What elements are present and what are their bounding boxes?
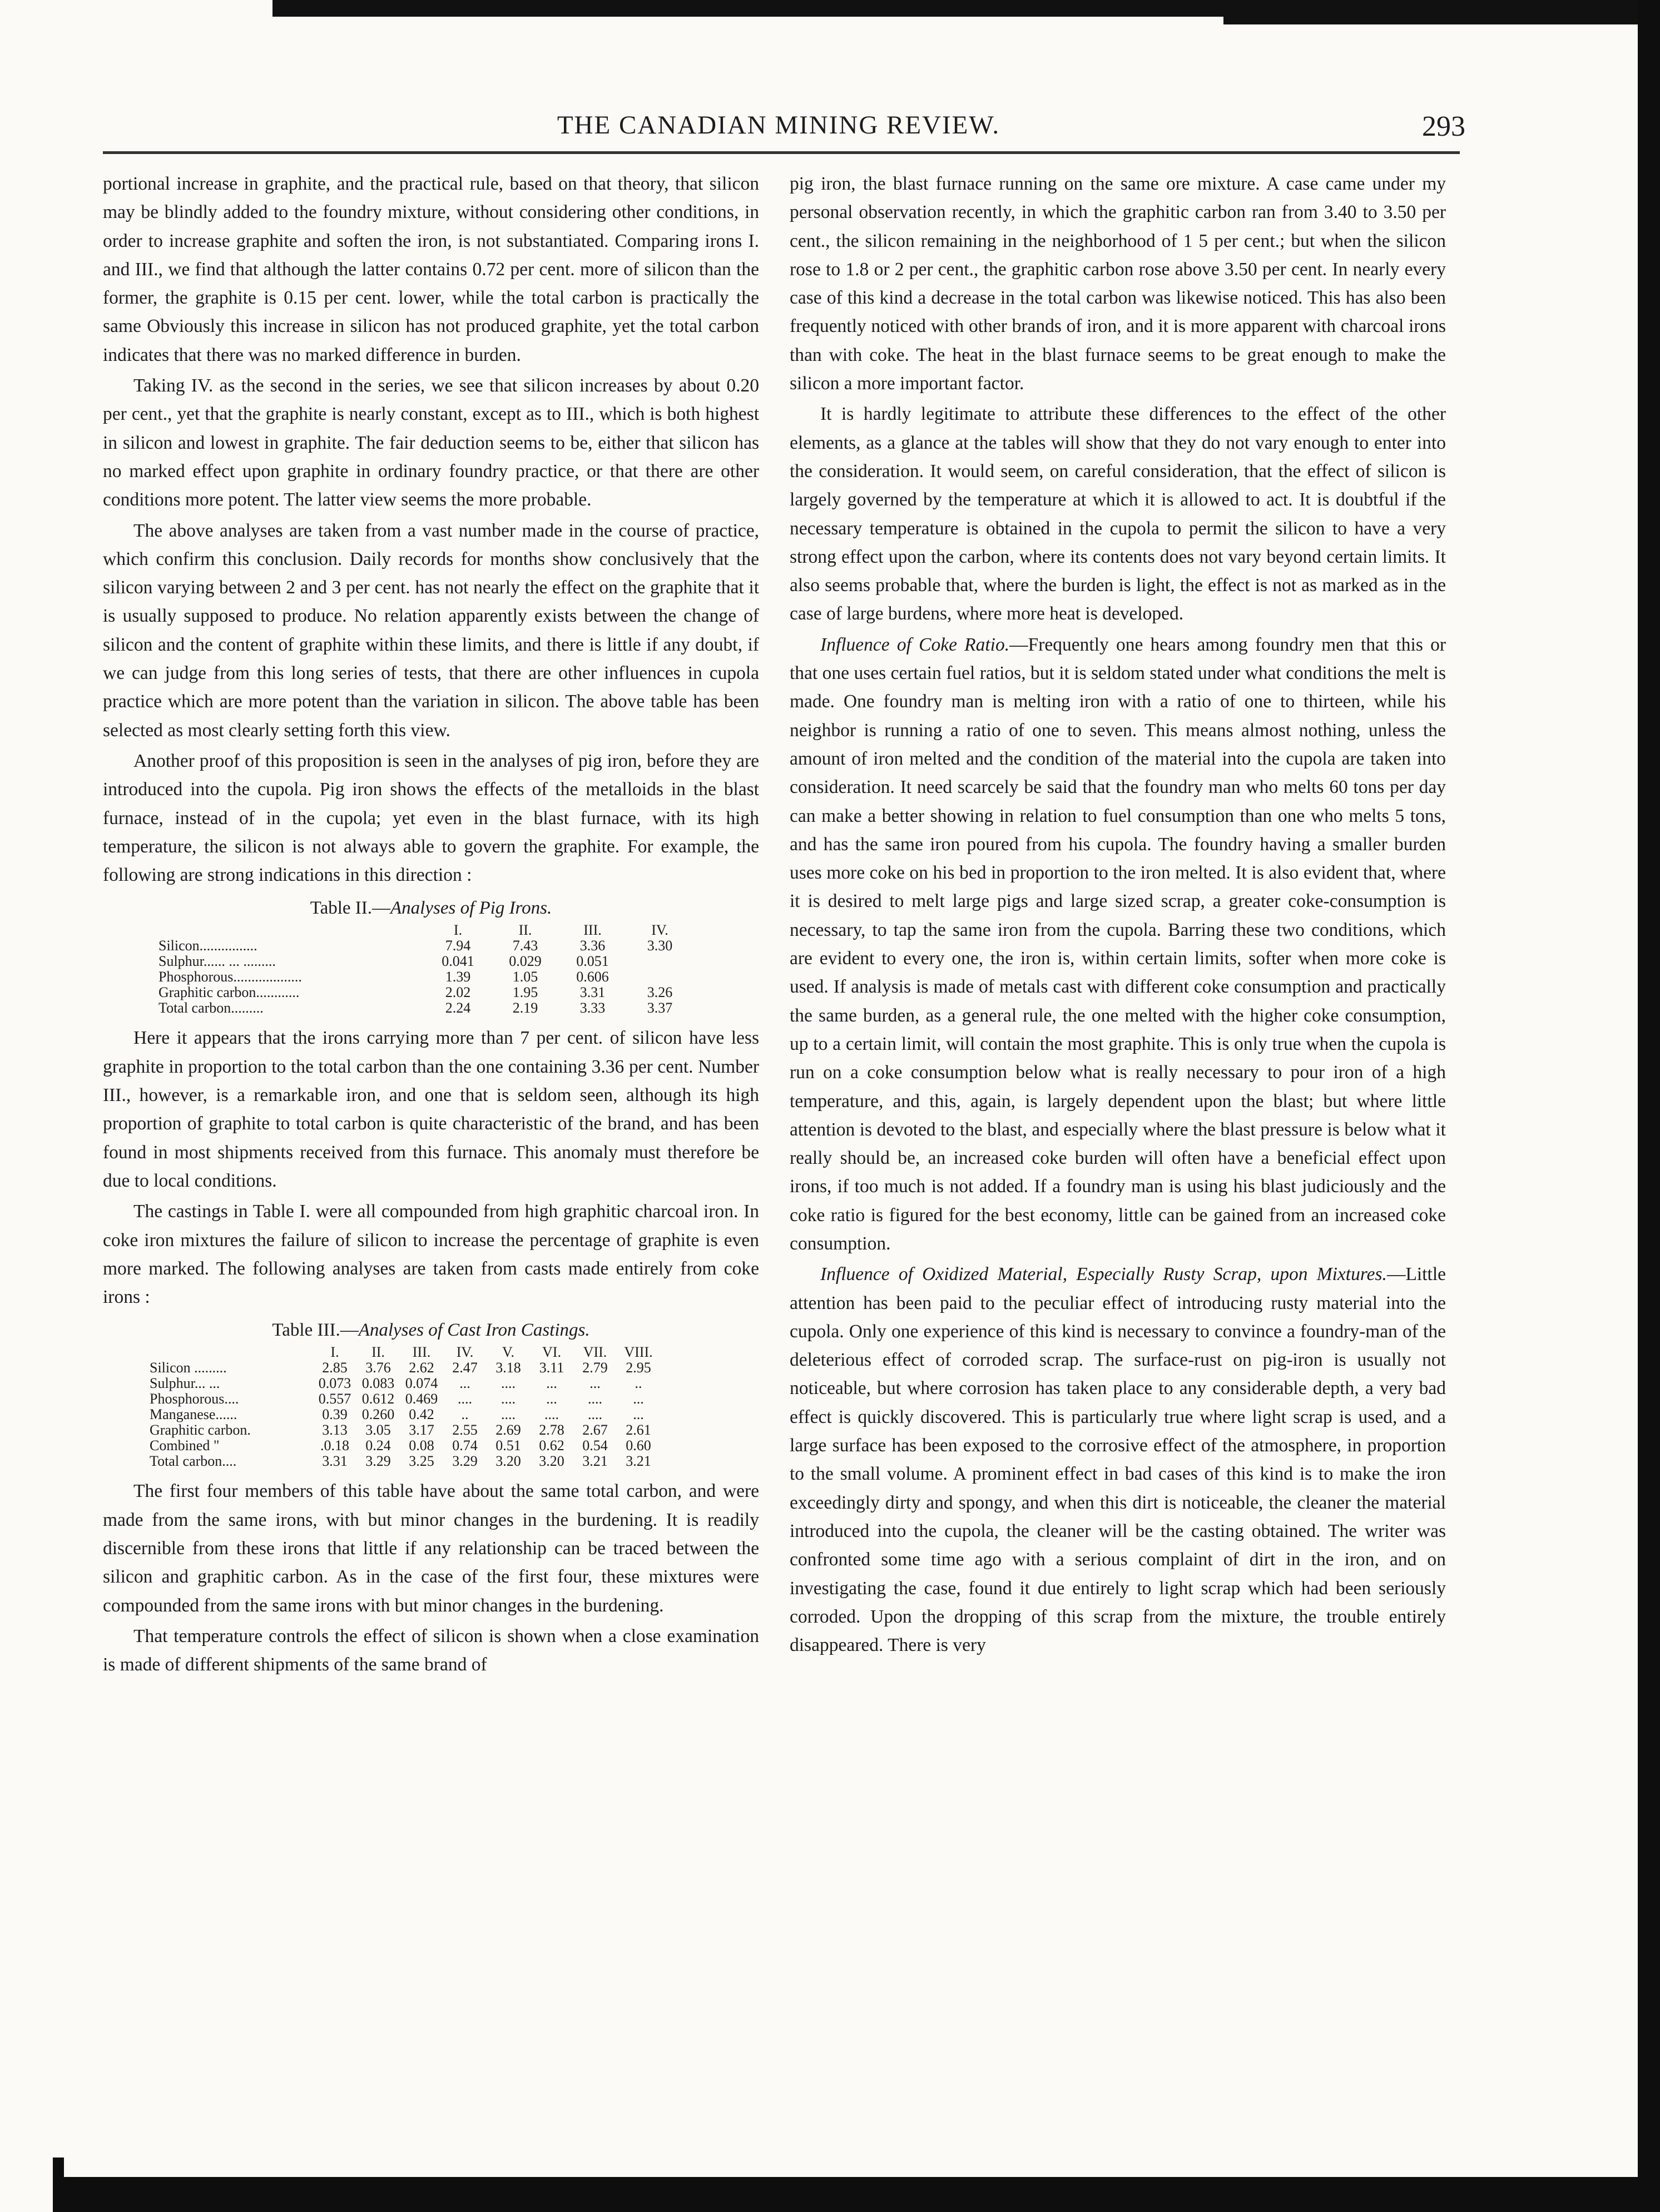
- table-row: [147, 1438, 660, 1454]
- column-header: IV.: [456, 1344, 474, 1361]
- table-cell: 3.20: [495, 1453, 521, 1470]
- table-cell: 7.43: [512, 938, 538, 954]
- table-cell: 3.31: [322, 1453, 348, 1470]
- table-cell: 0.073: [318, 1375, 351, 1392]
- table-cell: 3.25: [409, 1453, 434, 1470]
- table-cell: ...: [546, 1375, 557, 1392]
- table-iii: [147, 1345, 660, 1469]
- table-cell: ...: [589, 1375, 601, 1392]
- table-cell: 3.18: [495, 1360, 521, 1376]
- table-cell: 3.29: [452, 1453, 478, 1470]
- table-cell: 0.041: [442, 953, 474, 970]
- table-iii-title: Analyses of Cast Iron Castings.: [358, 1320, 590, 1341]
- table-cell: 3.36: [579, 938, 606, 954]
- table-cell: 3.05: [365, 1422, 391, 1439]
- header-rule: [103, 151, 1460, 154]
- table-cell: ..: [461, 1406, 469, 1423]
- right-column: [790, 170, 1446, 1659]
- table-cell: .0.18: [320, 1437, 349, 1454]
- table-cell: ....: [544, 1406, 559, 1423]
- row-label: Manganese......: [150, 1406, 237, 1423]
- paragraph: portional increase in graphite, and the practical rule, based on that theory, that silicon may be blindly added to the foundry mixture, without considering other conditions, in order to increase graphite and soften the iron, is not substantiated. Comparing irons I. and III., we find that although the latter contains 0.72 per cent. more of silicon than the former, the graphite is 0.15 per cent. lower, while the total carbon is practically the same Obviously this increase in silicon has not produced graphite, yet the total carbon indicates that there was no marked difference in burden.: [103, 173, 759, 365]
- column-header: VI.: [542, 1344, 561, 1361]
- scan-edge-top: [272, 0, 1641, 17]
- table-cell: 3.29: [365, 1453, 391, 1470]
- table-row: [147, 1391, 660, 1407]
- left-column: [103, 170, 759, 1679]
- table-cell: 0.029: [509, 953, 542, 970]
- table-cell: 2.62: [409, 1360, 434, 1376]
- row-label: Phosphorous....: [150, 1391, 239, 1407]
- table-cell: 0.260: [361, 1406, 395, 1423]
- table-cell: ...: [633, 1391, 644, 1407]
- table-cell: 3.30: [647, 938, 673, 954]
- table-iii-label: Table III.—: [272, 1320, 359, 1341]
- row-label: Sulphur... ...: [150, 1375, 220, 1392]
- table-cell: 2.02: [445, 984, 471, 1001]
- scan-edge-top-notch: [1223, 17, 1641, 24]
- table-row: [158, 954, 693, 969]
- table-row: [147, 1422, 660, 1438]
- row-label: Total carbon.........: [158, 1000, 264, 1016]
- scan-edge-bottom-left: [53, 2158, 64, 2212]
- table-cell: 2.67: [582, 1422, 608, 1439]
- row-label: Sulphur...... ... .........: [158, 953, 276, 970]
- table-cell: 3.33: [579, 1000, 606, 1016]
- table-body: [147, 1360, 660, 1469]
- table-row: [147, 1376, 660, 1391]
- table-cell: ...: [459, 1375, 470, 1392]
- table-row: [158, 938, 693, 954]
- scan-edge-right: [1638, 0, 1660, 2212]
- table-cell: 0.62: [539, 1437, 564, 1454]
- table-row: [147, 1360, 660, 1376]
- paragraph: [790, 1260, 1446, 1659]
- table-cell: 3.21: [626, 1453, 651, 1470]
- table-ii-label: Table II.—: [310, 898, 391, 919]
- table-header-row: [147, 1345, 660, 1360]
- table-cell: 3.31: [579, 984, 606, 1001]
- table-header-row: [158, 923, 693, 938]
- table-cell: 0.051: [576, 953, 609, 970]
- paragraph: Another proof of this proposition is seen in the analyses of pig iron, before they are introduced into the cupola. Pig iron shows the effects of the metalloids in the blast furnace, instead of in the cupola; yet even in the blast furnace, with its high temperature, the silicon is not always able to govern the graphite. For example, the following are strong indications in this direction :: [103, 750, 759, 886]
- table-cell: 3.17: [409, 1422, 434, 1439]
- table-iii-caption: [103, 1318, 759, 1342]
- table-cell: 2.85: [322, 1360, 348, 1376]
- table-row: [158, 969, 693, 985]
- row-label: Silicon................: [158, 938, 257, 954]
- table-cell: ...: [546, 1391, 557, 1407]
- paragraph-body: —Little attention has been paid to the peculiar effect of introducing rusty material into the cupola. Only one experience of this kind is necessary to convince a foundry-man of the deleterious effect of corroded scrap. The surface-rust on pig-iron is usually not noticeable, but where corrosion has taken place to any considerable depth, a very bad effect is quickly discovered. This is particularly true where light scrap is used, and a large surface has been exposed to the corrosive effect of the atmosphere, in proportion to the small volume. A prominent effect in bad cases of this kind is to make the iron exceedingly dirty and spongy, and when this dirt is noticeable, the cleaner the material introduced into the cupola, the cleaner will be the casting obtained. The writer was confronted some time ago with a serious complaint of dirt in the iron, and on investigating the case, found it due entirely to light scrap which had been seriously corroded. Upon the dropping of this scrap from the mixture, the trouble entirely disappeared. There is very: [790, 1264, 1446, 1656]
- paragraph: The castings in Table I. were all compounded from high graphitic charcoal iron. In coke iron mixtures the failure of silicon to increase the percentage of graphite is even more marked. The following analyses are taken from casts made entirely from coke irons :: [103, 1201, 759, 1308]
- table-cell: [626, 954, 693, 969]
- table-cell: 2.79: [582, 1360, 608, 1376]
- table-cell: 2.47: [452, 1360, 478, 1376]
- table-cell: ....: [588, 1391, 602, 1407]
- table-cell: ....: [501, 1406, 516, 1423]
- paragraph: It is hardly legitimate to attribute these differences to the effect of the other elements, as a glance at the tables will show that they do not vary enough to enter into the consideration. It would seem, on careful consideration, that the effect of silicon is largely governed by the temperature at which it is allowed to act. It is doubtful if the necessary temperature is obtained in the cupola to permit the silicon to have a very strong effect upon the carbon, where its contents does not vary beyond certain limits. It also seems probable that, where the burden is light, the effect is not as marked as in the case of large burdens, where more heat is developed.: [790, 404, 1446, 624]
- table-cell: 3.20: [539, 1453, 564, 1470]
- column-header: [147, 1345, 313, 1360]
- table-cell: 0.612: [361, 1391, 395, 1407]
- table-row: [147, 1454, 660, 1469]
- paragraph: The above analyses are taken from a vast number made in the course of practice, which confirm this conclusion. Daily records for months show conclusively that the silicon varying between 2 and 3 per cent. has not nearly the effect on the graphite that it is usually supposed to produce. No relation apparently exists between the change of silicon and the content of graphite within these limits, and there is little if any doubt, if we can judge from this long series of tests, that there are other influences in cupola practice which are more potent than the variation in silicon. The above table has been selected as most clearly setting forth this view.: [103, 520, 759, 741]
- table-cell: 7.94: [445, 938, 471, 954]
- table-cell: 0.083: [361, 1375, 395, 1392]
- table-cell: 3.11: [539, 1360, 564, 1376]
- row-label: Total carbon....: [150, 1453, 237, 1470]
- column-header: IV.: [651, 922, 668, 939]
- table-cell: 2.78: [539, 1422, 564, 1439]
- column-header: VIII.: [624, 1344, 653, 1361]
- section-heading-coke-ratio: Influence of Coke Ratio.: [820, 634, 1010, 655]
- table-cell: 1.05: [512, 969, 538, 985]
- paragraph: Here it appears that the irons carrying more than 7 per cent. of silicon have less graphite in proportion to the total carbon than the one containing 3.36 per cent. Number III., however, is a remarkable iron, and one that is seldom seen, although its high proportion of graphite to total carbon is quite characteristic of the brand, and has been found in most shipments received from this furnace. This anomaly must therefore be due to local conditions.: [103, 1028, 759, 1191]
- table-cell: 3.21: [582, 1453, 608, 1470]
- table-cell: 3.37: [647, 1000, 673, 1016]
- table-cell: 0.24: [365, 1437, 391, 1454]
- row-label: Graphitic carbon............: [158, 984, 300, 1001]
- table-cell: 2.24: [445, 1000, 471, 1016]
- table-cell: 0.606: [576, 969, 609, 985]
- column-header: II.: [371, 1344, 385, 1361]
- row-label: Phosphorous...................: [158, 969, 302, 985]
- table-ii-caption: [103, 896, 759, 920]
- table-row: [158, 985, 693, 1000]
- scan-edge-bottom: [53, 2177, 1660, 2212]
- table-cell: ....: [588, 1406, 602, 1423]
- table-ii-title: Analyses of Pig Irons.: [390, 898, 552, 919]
- paragraph-body: —Frequently one hears among foundry men that this or that one uses certain fuel ratios, but it is seldom stated under what conditions the melt is made. One foundry man is melting iron with a ratio of one to thirteen, while his neighbor is running a ratio of one to seven. This means almost nothing, unless the amount of iron melted and the condition of the material into the cupola are taken into consideration. It need scarcely be said that the foundry man who melts 60 tons per day can make a better showing in relation to fuel consumption than one who melts 5 tons, and has the same iron poured from his cupola. The foundry having a smaller burden uses more coke on his bed in proportion to the iron melted. It is also evident that, where it is desired to melt large pigs and large sized scrap, a greater coke-consumption is necessary, to tap the same iron from the cupola. Barring these two conditions, which are evident to every one, the iron is, within certain limits, softer when more coke is used. If analysis is made of metals cast with different coke consumption and practically the same burden, as a general rule, the one melted with the higher coke consumption, up to a certain limit, will contain the most graphite. This is only true when the cupola is run on a coke consumption below what is really necessary to pour iron of a high temperature, and this, again, is largely dependent upon the blast; but where little attention is devoted to the blast, and especially where the blast pressure is below what it really should be, an increased coke burden will often have a beneficial effect upon irons, if too much is not added. If a foundry man is using his blast judiciously and the coke ratio is figured for the best economy, little can be gained from an increased coke consumption.: [790, 634, 1446, 1254]
- table-row: [158, 1000, 693, 1016]
- table-cell: 3.26: [647, 984, 673, 1001]
- table-cell: 0.074: [405, 1375, 438, 1392]
- paragraph: The first four members of this table have about the same total carbon, and were made from the same irons, with but minor changes in the burdening. It is readily discernible from these irons that little if any relationship can be traced between the silicon and graphitic carbon. As in the case of the first four, these mixtures were compounded from the same irons with but minor changes in the burdening.: [103, 1481, 759, 1616]
- paragraph: That temperature controls the effect of silicon is shown when a close examination is made of different shipments of the same brand of: [103, 1625, 759, 1675]
- table-cell: 2.61: [626, 1422, 651, 1439]
- table-cell: 0.74: [452, 1437, 478, 1454]
- column-header: I.: [330, 1344, 339, 1361]
- table-cell: 0.557: [318, 1391, 351, 1407]
- section-heading-oxidized-material: Influence of Oxidized Material, Especially Rusty Scrap, upon Mixtures.: [820, 1264, 1387, 1285]
- paragraph: Taking IV. as the second in the series, we see that silicon increases by about 0.20 per cent., yet that the graphite is nearly constant, except as to III., which is both highest in silicon and lowest in graphite. The fair deduction seems to be, either that silicon has no marked effect upon graphite in ordinary foundry practice, or that there are other conditions more potent. The latter view seems the more probable.: [103, 375, 759, 510]
- table-cell: 0.51: [495, 1437, 521, 1454]
- table-cell: 0.54: [582, 1437, 608, 1454]
- page-number: 293: [1422, 111, 1465, 142]
- column-header: II.: [518, 922, 532, 939]
- table-cell: 1.95: [512, 984, 538, 1001]
- column-header: III.: [583, 922, 602, 939]
- table-cell: [626, 969, 693, 985]
- table-cell: ...: [633, 1406, 644, 1423]
- table-cell: 0.42: [409, 1406, 434, 1423]
- column-header: [158, 923, 424, 938]
- paragraph: pig iron, the blast furnace running on the same ore mixture. A case came under my personal observation recently, in which the graphitic carbon ran from 3.40 to 3.50 per cent., the silicon remaining in the neighborhood of 1 5 per cent.; but when the silicon rose to 1.8 or 2 per cent., the graphitic carbon rose above 3.50 per cent. In nearly every case of this kind a decrease in the total carbon was likewise noticed. This has also been frequently noticed with other brands of iron, and it is more apparent with charcoal irons than with coke. The heat in the blast furnace seems to be great enough to make the silicon a more important factor.: [790, 173, 1446, 394]
- column-header: V.: [502, 1344, 514, 1361]
- table-ii: [158, 923, 693, 1016]
- table-cell: 0.469: [405, 1391, 438, 1407]
- column-header: I.: [453, 922, 463, 939]
- table-cell: ..: [635, 1375, 642, 1392]
- table-cell: 1.39: [445, 969, 471, 985]
- row-label: Combined ": [150, 1437, 220, 1454]
- table-cell: 3.76: [365, 1360, 391, 1376]
- table-cell: 0.60: [626, 1437, 651, 1454]
- table-cell: 0.08: [409, 1437, 434, 1454]
- running-title: THE CANADIAN MINING REVIEW.: [557, 111, 1000, 140]
- column-header: III.: [412, 1344, 431, 1361]
- table-cell: 2.19: [512, 1000, 538, 1016]
- table-cell: 2.55: [452, 1422, 478, 1439]
- row-label: Silicon .........: [150, 1360, 227, 1376]
- table-cell: 2.69: [495, 1422, 521, 1439]
- table-cell: ....: [458, 1391, 472, 1407]
- table-cell: ....: [501, 1375, 516, 1392]
- table-cell: 0.39: [322, 1406, 348, 1423]
- paragraph: [790, 631, 1446, 1258]
- table-body: [158, 938, 693, 1016]
- table-cell: ....: [501, 1391, 516, 1407]
- table-row: [147, 1407, 660, 1422]
- table-cell: 3.13: [322, 1422, 348, 1439]
- row-label: Graphitic carbon.: [150, 1422, 251, 1439]
- table-cell: 2.95: [626, 1360, 651, 1376]
- column-header: VII.: [583, 1344, 607, 1361]
